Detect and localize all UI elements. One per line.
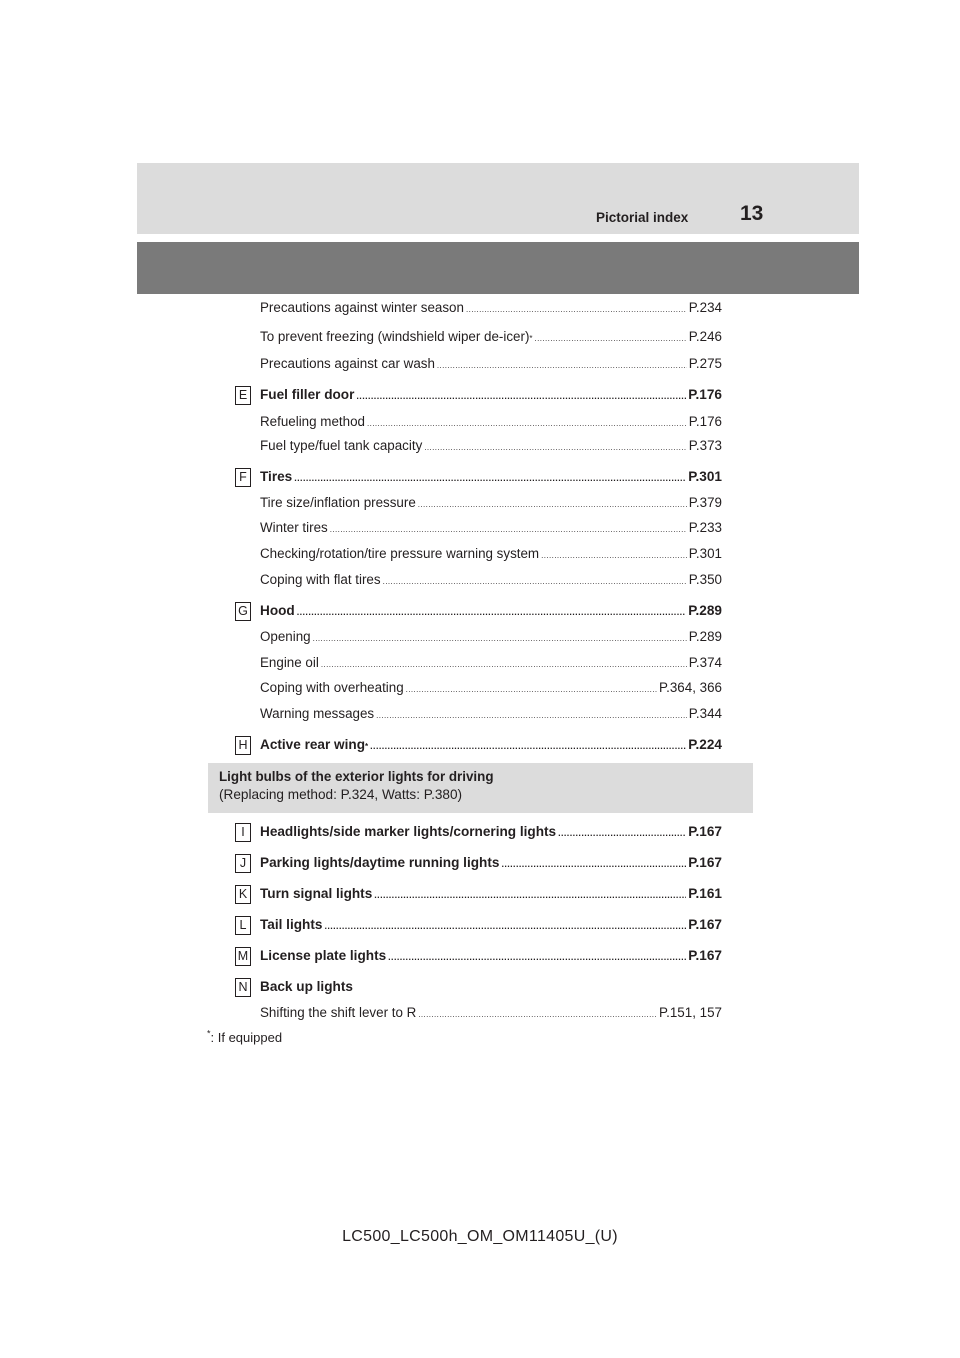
callout-letter-badge: F — [235, 468, 251, 487]
page-reference[interactable]: P.289 — [688, 629, 722, 644]
index-entry[interactable] — [260, 300, 722, 315]
page-number: 13 — [740, 202, 764, 225]
entry-label: Refueling method — [260, 414, 365, 429]
dot-leader — [541, 546, 687, 561]
page-reference[interactable]: P.176 — [688, 414, 722, 429]
entry-label: Shifting the shift lever to R — [260, 1005, 417, 1020]
dot-leader — [376, 706, 687, 721]
entry-label: License plate lights — [260, 948, 387, 963]
callout-letter-badge: K — [235, 885, 251, 904]
entry-label: Winter tires — [260, 520, 328, 535]
page-reference[interactable]: P.275 — [688, 356, 722, 371]
light-bulbs-title: Light bulbs of the exterior lights for driving — [219, 769, 494, 784]
callout-letter-badge: N — [235, 978, 251, 997]
page-reference[interactable]: P.344 — [688, 706, 722, 721]
dot-leader — [321, 655, 687, 670]
callout-letter-badge: H — [235, 736, 251, 755]
page-reference[interactable]: P.167 — [688, 824, 722, 839]
page-reference[interactable]: P.167 — [688, 948, 722, 963]
dot-leader — [418, 1005, 657, 1020]
entry-label: Turn signal lights — [260, 886, 373, 901]
callout-letter-badge: E — [235, 386, 251, 405]
document-code: LC500_LC500h_OM_OM11405U_(U) — [342, 1228, 618, 1245]
light-bulbs-box — [208, 763, 753, 813]
page-reference[interactable]: P.167 — [688, 917, 722, 932]
index-entry[interactable] — [260, 979, 722, 994]
page-reference[interactable]: P.176 — [688, 387, 722, 402]
page-reference[interactable]: P.289 — [688, 603, 722, 618]
dot-leader — [324, 917, 686, 932]
index-entry[interactable] — [260, 886, 722, 901]
entry-label: Fuel type/fuel tank capacity — [260, 438, 423, 453]
index-entry[interactable] — [260, 917, 722, 932]
page-reference[interactable]: P.301 — [688, 469, 722, 484]
entry-label: Checking/rotation/tire pressure warning system — [260, 546, 540, 561]
entry-label: Active rear wing — [260, 737, 366, 752]
index-entry[interactable] — [260, 572, 722, 587]
dot-leader — [558, 824, 686, 839]
dot-leader — [535, 329, 687, 344]
page-reference[interactable]: P.233 — [688, 520, 722, 535]
entry-label: Engine oil — [260, 655, 319, 670]
page-reference[interactable]: P.301 — [688, 546, 722, 561]
section-title: Pictorial index — [596, 210, 689, 225]
entry-label: Back up lights — [260, 979, 353, 994]
index-entry[interactable] — [260, 469, 722, 484]
page-reference[interactable]: P.234 — [688, 300, 722, 315]
footnote — [207, 1030, 282, 1045]
index-entry[interactable] — [260, 824, 722, 839]
footnote-text: : If equipped — [210, 1030, 283, 1045]
index-entry[interactable]: Active rear wing * ..... P.224 — [260, 737, 722, 752]
page-reference[interactable]: P.161 — [688, 886, 722, 901]
entry-label: Tires — [260, 469, 293, 484]
entry-label: Tire size/inflation pressure — [260, 495, 416, 510]
page-reference[interactable]: P.373 — [688, 438, 722, 453]
page-reference[interactable]: P.224 — [688, 737, 722, 752]
dot-leader — [297, 603, 686, 618]
dot-leader — [383, 572, 687, 587]
index-entry[interactable] — [260, 1005, 722, 1020]
entry-label: Precautions against car wash — [260, 356, 435, 371]
page-reference[interactable]: P.364, 366 — [658, 680, 722, 695]
index-entry[interactable] — [260, 438, 722, 453]
dot-leader — [418, 495, 687, 510]
callout-letter-badge: J — [235, 854, 251, 873]
footnote-mark: * — [207, 1028, 211, 1039]
entry-label: Hood — [260, 603, 295, 618]
callout-letter-badge: I — [235, 823, 251, 842]
dot-leader — [424, 438, 686, 453]
dot-leader — [501, 855, 686, 870]
dot-leader — [466, 300, 687, 315]
index-entry[interactable] — [260, 520, 722, 535]
page-reference[interactable]: P.246 — [688, 329, 722, 344]
dot-leader — [437, 356, 687, 371]
page-reference[interactable]: P.374 — [688, 655, 722, 670]
dot-leader — [388, 948, 686, 963]
dot-leader — [356, 387, 686, 402]
header-band-dark — [137, 242, 859, 294]
dot-leader — [406, 680, 657, 695]
dot-leader — [367, 414, 687, 429]
entry-label: Coping with overheating — [260, 680, 404, 695]
dot-leader — [313, 629, 687, 644]
index-entry[interactable] — [260, 546, 722, 561]
entry-label: Parking lights/daytime running lights — [260, 855, 500, 870]
index-entry[interactable] — [260, 356, 722, 371]
entry-label: Headlights/side marker lights/cornering lights — [260, 824, 557, 839]
page-reference[interactable]: P.151, 157 — [658, 1005, 722, 1020]
index-entry[interactable] — [260, 948, 722, 963]
index-entry[interactable] — [260, 603, 722, 618]
entry-label: Precautions against winter season — [260, 300, 464, 315]
page-reference[interactable]: P.379 — [688, 495, 722, 510]
dot-leader — [374, 886, 686, 901]
dot-leader — [370, 737, 686, 752]
index-entry[interactable] — [260, 655, 722, 670]
index-entry[interactable] — [260, 629, 722, 644]
index-entry[interactable] — [260, 414, 722, 429]
page-reference[interactable]: P.350 — [688, 572, 722, 587]
callout-letter-badge: L — [235, 916, 251, 935]
index-entry[interactable] — [260, 387, 722, 402]
index-entry[interactable] — [260, 495, 722, 510]
dot-leader — [330, 520, 687, 535]
entry-label: To prevent freezing (windshield wiper de-icer) — [260, 329, 530, 344]
entry-label: Tail lights — [260, 917, 323, 932]
dot-leader — [294, 469, 686, 484]
index-entry[interactable] — [260, 706, 722, 721]
index-entry[interactable]: To prevent freezing (windshield wiper de-icer) * ..... P.246 — [260, 329, 722, 344]
index-entry[interactable] — [260, 680, 722, 695]
callout-letter-badge: M — [235, 947, 251, 966]
callout-letter-badge: G — [235, 602, 251, 621]
entry-label: Coping with flat tires — [260, 572, 381, 587]
entry-label: Opening — [260, 629, 311, 644]
entry-label: Warning messages — [260, 706, 375, 721]
page-reference[interactable]: P.167 — [688, 855, 722, 870]
entry-label: Fuel filler door — [260, 387, 355, 402]
index-entry[interactable] — [260, 855, 722, 870]
light-bulbs-subtitle: (Replacing method: P.324, Watts: P.380) — [219, 787, 463, 802]
